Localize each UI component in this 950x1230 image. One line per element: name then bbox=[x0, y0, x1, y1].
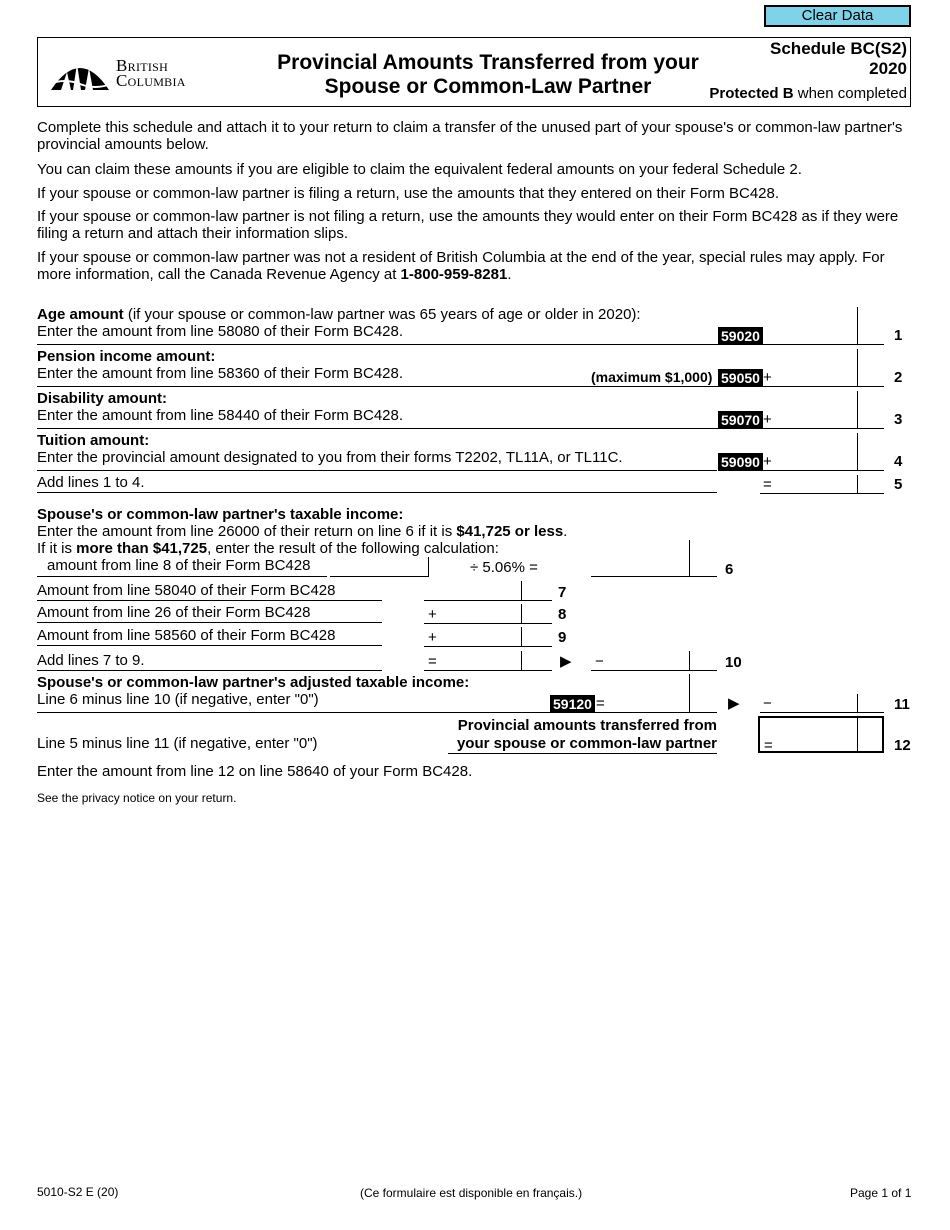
line10-minus: − bbox=[595, 653, 604, 670]
line1-code: 59020 bbox=[718, 327, 763, 345]
form-id: 5010-S2 E (20) bbox=[37, 1185, 119, 1199]
line11-number: 11 bbox=[894, 696, 910, 713]
line6-condition: If it is more than $41,725, enter the result of the following calculation: bbox=[37, 540, 499, 557]
line7-text: Amount from line 58040 of their Form BC428 bbox=[37, 582, 336, 599]
line2-number: 2 bbox=[894, 369, 903, 386]
line10-amount-input[interactable] bbox=[608, 652, 688, 670]
enter-instruction: Enter the amount from line 12 on line 58640 of your Form BC428. bbox=[37, 763, 473, 780]
line3-number: 3 bbox=[894, 411, 903, 428]
line1-heading: Age amount (if your spouse or common-law partner was 65 years of age or older in 2020): bbox=[37, 306, 641, 323]
line8-plus: + bbox=[428, 606, 437, 623]
line11-arrow-icon: ▶ bbox=[728, 695, 740, 712]
line5-text: Add lines 1 to 4. bbox=[37, 474, 145, 491]
line11-heading: Spouse's or common-law partner's adjusted taxable income: bbox=[37, 674, 470, 691]
line7-amount-input[interactable] bbox=[424, 582, 520, 600]
line2-plus: + bbox=[763, 369, 772, 386]
line11-equals: = bbox=[596, 695, 605, 712]
line5-equals: = bbox=[763, 476, 772, 493]
line10-text: Add lines 7 to 9. bbox=[37, 652, 145, 669]
line11-text: Line 6 minus line 10 (if negative, enter "0") bbox=[37, 691, 319, 708]
line12-text: Line 5 minus line 11 (if negative, enter "0") bbox=[37, 735, 318, 752]
line1-text: Enter the amount from line 58080 of their Form BC428. bbox=[37, 323, 404, 340]
intro-paragraph-1: Complete this schedule and attach it to your return to claim a transfer of the unused part of your spouse's or common-law partner's provincial amounts below. bbox=[37, 119, 903, 153]
line6-number: 6 bbox=[725, 561, 734, 578]
line3-code: 59070 bbox=[718, 411, 763, 429]
page-number: Page 1 of 1 bbox=[850, 1186, 912, 1200]
french-notice: (Ce formulaire est disponible en français.) bbox=[360, 1186, 583, 1200]
line10-number: 10 bbox=[725, 654, 742, 671]
line4-amount-input[interactable] bbox=[775, 452, 856, 470]
line2-maximum: (maximum $1,000) bbox=[591, 369, 713, 385]
line8-text: Amount from line 26 of their Form BC428 bbox=[37, 604, 311, 621]
line6-divide: ÷ 5.06% = bbox=[470, 559, 538, 576]
line4-plus: + bbox=[763, 453, 772, 470]
line11-amount-input[interactable] bbox=[775, 694, 856, 712]
line6-heading: Spouse's or common-law partner's taxable income: bbox=[37, 506, 404, 523]
line4-code: 59090 bbox=[718, 453, 763, 471]
line9-plus: + bbox=[428, 629, 437, 646]
line10-equals: = bbox=[428, 653, 437, 670]
privacy-notice: See the privacy notice on your return. bbox=[37, 791, 237, 805]
line4-number: 4 bbox=[894, 453, 903, 470]
line2-text: Enter the amount from line 58360 of their Form BC428. bbox=[37, 365, 404, 382]
line7-number: 7 bbox=[558, 584, 567, 601]
form-header bbox=[37, 37, 911, 107]
intro-paragraph-3: If your spouse or common-law partner is filing a return, use the amounts that they entered on their Form BC428. bbox=[37, 185, 780, 202]
line2-amount-input[interactable] bbox=[775, 368, 856, 386]
line10-arrow-icon: ▶ bbox=[560, 653, 572, 670]
line11-subtotal-input[interactable] bbox=[608, 694, 688, 712]
bc-logo-text: British Columbia bbox=[116, 56, 186, 90]
line3-heading: Disability amount: bbox=[37, 390, 168, 407]
clear-data-button[interactable]: Clear Data bbox=[764, 5, 911, 27]
line12-label-2: your spouse or common-law partner bbox=[456, 735, 717, 752]
page-title: Provincial Amounts Transferred from your Spouse or Common-Law Partner bbox=[277, 51, 699, 98]
line6-amount-input[interactable] bbox=[592, 558, 688, 576]
line5-number: 5 bbox=[894, 476, 903, 493]
line1-number: 1 bbox=[894, 327, 903, 344]
line9-text: Amount from line 58560 of their Form BC428 bbox=[37, 627, 336, 644]
intro-paragraph-4: If your spouse or common-law partner is not filing a return, use the amounts they would enter on their Form BC428 as if they were filing a return and attach their information slips. bbox=[37, 208, 899, 242]
line6-calc-input[interactable] bbox=[330, 558, 427, 576]
line8-amount-input[interactable] bbox=[440, 605, 520, 623]
line12-label-1: Provincial amounts transferred from bbox=[457, 717, 717, 734]
schedule-id: Schedule BC(S2) 2020 bbox=[770, 39, 907, 78]
line4-text: Enter the provincial amount designated to you from their forms T2202, TL11A, or TL11C. bbox=[37, 449, 623, 466]
bc-logo-icon bbox=[47, 50, 113, 92]
line3-text: Enter the amount from line 58440 of their Form BC428. bbox=[37, 407, 404, 424]
line4-heading: Tuition amount: bbox=[37, 432, 150, 449]
line11-code: 59120 bbox=[550, 695, 595, 713]
line9-amount-input[interactable] bbox=[440, 628, 520, 646]
line11-minus: − bbox=[763, 695, 772, 712]
line8-number: 8 bbox=[558, 606, 567, 623]
intro-paragraph-2: You can claim these amounts if you are eligible to claim the equivalent federal amounts on your federal Schedule 2. bbox=[37, 161, 802, 178]
line12-equals: = bbox=[764, 737, 773, 754]
line6-text: Enter the amount from line 26000 of their return on line 6 if it is $41,725 or less. bbox=[37, 523, 568, 540]
line9-number: 9 bbox=[558, 629, 567, 646]
line6-calc-text: amount from line 8 of their Form BC428 bbox=[47, 557, 311, 574]
line2-heading: Pension income amount: bbox=[37, 348, 216, 365]
protected-notice: Protected B when completed bbox=[709, 85, 907, 102]
line12-number: 12 bbox=[894, 737, 911, 754]
line3-plus: + bbox=[763, 411, 772, 428]
line5-amount-input[interactable] bbox=[775, 475, 856, 493]
line12-amount-input[interactable] bbox=[775, 730, 856, 750]
line2-code: 59050 bbox=[718, 369, 763, 387]
line1-amount-input[interactable] bbox=[760, 326, 856, 344]
line3-amount-input[interactable] bbox=[775, 410, 856, 428]
intro-paragraph-5: If your spouse or common-law partner was not a resident of British Columbia at the end of the year, special rules may apply. For more information, call the Canada Revenue Agency at 1-800-959-8281. bbox=[37, 249, 885, 283]
line10-subtotal-input[interactable] bbox=[440, 652, 520, 670]
